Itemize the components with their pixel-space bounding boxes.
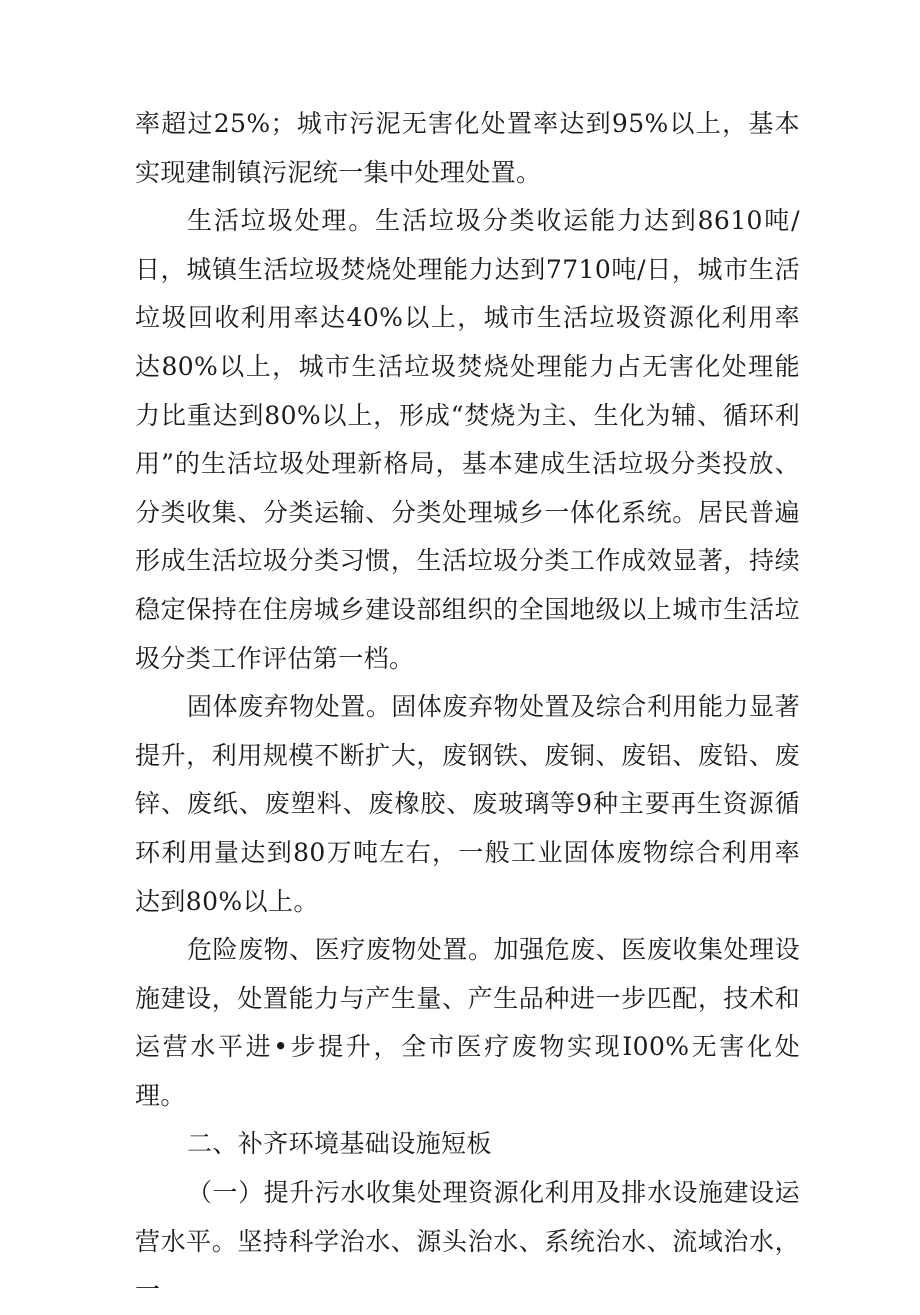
paragraph-subsection-1: （一）提升污水收集处理资源化利用及排水设施建设运营水平。坚持科学治水、源头治水、系统治水、流域治水，一 [135, 1178, 800, 1305]
document-body [135, 100, 800, 1315]
paragraph-solid-waste: 固体废弃物处置。固体废弃物处置及综合利用能力显著提升，利用规模不断扩大，废钢铁、废铜、废铝、废铅、废锌、废纸、废塑料、废橡胶、废玻璃等9种主要再生资源循环利用量达到80万吨左右，一般工业固体废物综合利用率达到80%以上。 [135, 692, 800, 916]
paragraph-sludge-continuation: 率超过25%；城市污泥无害化处置率达到95%以上，基本实现建制镇污泥统一集中处理处置。 [135, 109, 800, 187]
section-heading: 二、补齐环境基础设施短板 [187, 1129, 492, 1159]
paragraph-hazardous-waste: 危险废物、医疗废物处置。加强危废、医废收集处理设施建设，处置能力与产生量、产生品种进一步匹配，技术和运营水平进•步提升，全市医疗废物实现I00%无害化处理。 [135, 935, 800, 1110]
paragraph-domestic-waste: 生活垃圾处理。生活垃圾分类收运能力达到8610吨/日，城镇生活垃圾焚烧处理能力达到7710吨/日，城市生活垃圾回收利用率达40%以上，城市生活垃圾资源化利用率达80%以上，城市生活垃圾焚烧处理能力占无害化处理能力比重达到80%以上，形成“焚烧为主、生化为辅、循环利用”的生活垃圾处理新格局，基本建成生活垃圾分类投放、分类收集、分类运输、分类处理城乡一体化系统。居民普遍形成生活垃圾分类习惯，生活垃圾分类工作成效显著，持续稳定保持在住房城乡建设部组织的全国地级以上城市生活垃圾分类工作评估第一档。 [135, 206, 800, 673]
